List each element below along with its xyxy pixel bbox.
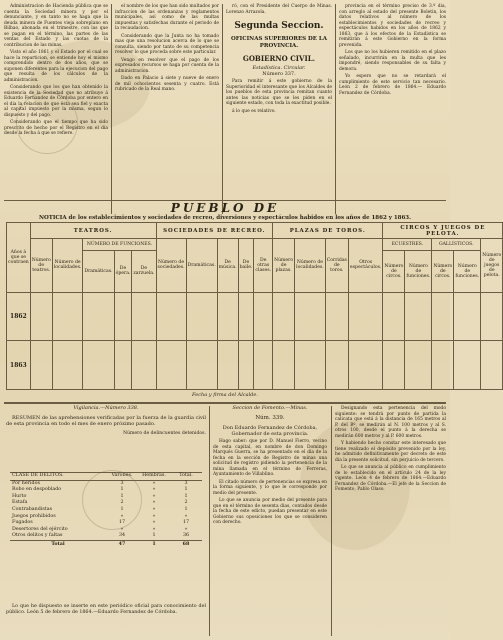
col-header: Corridas de toros. bbox=[325, 239, 348, 292]
crime-value: » bbox=[152, 526, 156, 532]
fomento-paragraph: Lo que se anuncia por medio del presente para que en el término de sesenta dias, contados desde la fecha de este edicto, puedan presentar en este Gobierno sus oposiciones los que se consideren con derecho. bbox=[213, 498, 327, 525]
col-header: De otras clases. bbox=[254, 239, 273, 292]
crime-value: » bbox=[120, 513, 124, 519]
crime-value: 1 bbox=[120, 487, 124, 493]
total-value: 1 bbox=[138, 540, 170, 547]
crime-name: Estafa bbox=[12, 500, 28, 506]
crime-value: 2 bbox=[120, 500, 124, 506]
column-4 bbox=[339, 4, 446, 214]
lower-right-paragraph: Designando esta pertenencia del modo siguiente: se tendrá por punto de partida la calicata que está á la distancia de 165 metros al P. del Bº, se medirán al N. 100 metros y al S. otros 100, desde el punto á la derecha se medirán 600 metros y al P. 600 metros. bbox=[335, 406, 446, 439]
column-rule bbox=[222, 4, 223, 214]
crime-value: » bbox=[152, 506, 156, 512]
col-header: Número de plazas. bbox=[273, 239, 295, 292]
section-title: Segunda Seccion. bbox=[234, 21, 324, 31]
teatros-subheader: NÚMERO DE FUNCIONES. bbox=[83, 239, 156, 251]
detenidos-header: Número de delincuentes detenidos. bbox=[123, 431, 206, 437]
col-header: Número de localidades. bbox=[52, 239, 83, 292]
total-value: 47 bbox=[106, 540, 138, 547]
column-rule bbox=[111, 4, 112, 214]
col-header: Número de juegos de pelota. bbox=[481, 239, 503, 292]
table-row bbox=[10, 494, 202, 501]
table-row-total bbox=[10, 540, 202, 547]
crime-value: » bbox=[152, 520, 156, 526]
col-header: De ópera. bbox=[114, 250, 132, 292]
banner-title: PUEBLO DE bbox=[170, 201, 280, 215]
crime-value: » bbox=[152, 513, 156, 519]
negociado-label: Estadística. Circular. bbox=[252, 65, 306, 71]
crime-value: 2 bbox=[184, 500, 188, 506]
crime-name: Otros delitos y faltas bbox=[12, 533, 63, 539]
year-header: Años á que se contraen bbox=[7, 223, 31, 293]
note-text: Lo que he dispuesto se inserte en este periódico oficial para conocimiento del público. León 5 de febrero de 1864.—Eduardo Fernandez de Córdoba. bbox=[6, 604, 206, 615]
crime-value: 1 bbox=[184, 493, 188, 499]
table-footer: Fecha y firma del Alcalde. bbox=[192, 392, 258, 398]
crimes-table bbox=[10, 472, 202, 548]
lower-right-paragraph: Lo que se anuncia al público en cumplimiento de lo establecido en el artículo 24 de la ley vigente. León 4 de febrero de 1864.—Eduardo Fernandez de Córdoba.—El jefe de la Seccion de Fomento, Pablo Olaso. bbox=[335, 465, 446, 492]
crimes-col-header: Varones. bbox=[106, 473, 138, 481]
col-header: De zarzuela. bbox=[132, 250, 156, 292]
fomento-numero: Núm. 339. bbox=[255, 414, 285, 421]
column-rule bbox=[331, 406, 332, 636]
column-2 bbox=[115, 4, 219, 214]
crime-value: 17 bbox=[118, 520, 126, 526]
resumen-text: RESUMEN de las aprehensiones verificadas por la fuerza de la guardia civil de esta provincia en todo el mes de enero próximo pasado. bbox=[6, 414, 206, 427]
crimes-col-header: Total. bbox=[170, 473, 202, 481]
table-row bbox=[10, 520, 202, 527]
column-1-paragraph: Considerando que los que han obtenido la existencia de la Sociedad que no atribuye á Eduardo Fernandez de Córdoba por entero en el dia la relacion de que ésta sea fiel y exacta al capital impuesto por la misma, segun lo dispuesto y del pago. bbox=[4, 85, 108, 118]
lower-right-paragraph: Y habiendo hecho constar este interesado que tiene realizado el depósito prevenido por la ley, he admitido definitivamente por decreto de este dia la presente solicitud, sin perjuicio de tercero. bbox=[335, 441, 446, 463]
column-rule bbox=[335, 4, 336, 214]
lower-left-intro bbox=[6, 406, 206, 466]
section-rule bbox=[4, 402, 446, 404]
col-header: Número de circos. bbox=[383, 250, 405, 292]
crime-name: Desertores del ejército bbox=[12, 526, 68, 532]
table-row bbox=[7, 341, 503, 390]
table-row bbox=[10, 507, 202, 514]
crime-name: Por heridos bbox=[12, 480, 40, 486]
year-cell: 1862 bbox=[7, 292, 31, 341]
col-header: Dramáticas. bbox=[83, 250, 114, 292]
crime-value: 1 bbox=[120, 506, 124, 512]
group-toros: PLAZAS DE TOROS. bbox=[273, 223, 383, 239]
crimes-col-header: CLASE DE DELITOS. bbox=[10, 473, 106, 481]
table-row bbox=[10, 500, 202, 507]
group-circos: CIRCOS Y JUEGOS DE PELOTA. bbox=[383, 223, 503, 239]
crime-value: » bbox=[152, 487, 156, 493]
offices-heading: OFICINAS SUPERIORES DE LA PROVINCIA. bbox=[230, 36, 328, 49]
column-4-paragraph: Yo espero que no se retardará el cumplimiento de este servicio tan necesario. León 2 de febrero de 1864.— Eduardo Fernandez de Córdoba. bbox=[339, 74, 446, 96]
table-row bbox=[10, 514, 202, 521]
gobierno-heading: GOBIERNO CIVIL. bbox=[242, 54, 316, 63]
col-header: De baile. bbox=[238, 239, 254, 292]
lower-right bbox=[335, 406, 446, 636]
column-2-paragraph: Dado en Palacio á siete y nueve de enero de mil ochocientos sesenta y cuatro. Está rubricado de la Real mano. bbox=[115, 76, 219, 92]
total-label: Total bbox=[10, 540, 106, 547]
table-row bbox=[10, 533, 202, 540]
col-header: Número de funciones. bbox=[454, 250, 481, 292]
lower-middle bbox=[213, 406, 327, 636]
column-rule bbox=[209, 406, 210, 636]
year-cell: 1863 bbox=[7, 341, 31, 390]
crime-value: 1 bbox=[120, 493, 124, 499]
fomento-title: Don Eduardo Fernandez de Córdoba, Gobernador de esta provincia. bbox=[222, 425, 318, 437]
circos-subheader: GALLÍSTICOS. bbox=[432, 239, 481, 251]
column-1 bbox=[4, 4, 108, 214]
column-2-paragraph: el nombre de los que han sido multados por infraccion de las ordenanzas y reglamentos municipales, así como de las multas impuestas y satisfechas durante el periodo de la recaudacion. bbox=[115, 4, 219, 31]
crime-value: 1 bbox=[184, 487, 188, 493]
column-4-paragraph: Los que no los hubieren remitido en el plazo señalado, incurrirán en la multa que les impondré, siendo responsables de su falta y demora. bbox=[339, 50, 446, 72]
group-teatros: TEATROS. bbox=[30, 223, 156, 239]
statistics-table bbox=[6, 222, 503, 390]
crime-value: » bbox=[184, 513, 188, 519]
crime-value: 3 bbox=[184, 480, 188, 486]
col-header: Número de funciones. bbox=[405, 250, 432, 292]
fomento-paragraph: El citado número de pertenencias se expresa en la forma siguiente, y lo que le corresponde por medio del presente. bbox=[213, 479, 327, 496]
crime-value: 17 bbox=[182, 520, 190, 526]
crime-name: Juegos prohibidos bbox=[12, 513, 56, 519]
crime-value: » bbox=[152, 493, 156, 499]
crime-value: 3 bbox=[120, 480, 124, 486]
lower-left-note bbox=[6, 604, 206, 636]
crime-value: » bbox=[152, 500, 156, 506]
crime-value: 36 bbox=[182, 533, 190, 539]
numero-label: Número 337. bbox=[262, 70, 296, 77]
crime-value: 34 bbox=[118, 533, 126, 539]
crime-value: » bbox=[152, 480, 156, 486]
column-2-paragraph: Considerando que la Junta no ha tomado mas que una resolucion acerca de lo que se consulta, siendo por tanto de su competencia resolver lo que proceda sobre este particular. bbox=[115, 33, 219, 55]
column-3-paragraph: Para remitir á este gobierno de la Superioridad el interesante que los Alcaldes de los pueblos de esta provincia remitan cuanto antes las noticias que se les piden en el siguiente estado, con toda la exactitud posible. bbox=[226, 79, 332, 106]
crime-value: » bbox=[120, 526, 124, 532]
column-3-lower: á lo que es relativo. bbox=[232, 108, 276, 114]
col-header: Número de localidades. bbox=[295, 239, 326, 292]
crime-name: Fugados bbox=[12, 520, 33, 526]
col-header: Número de sociedades. bbox=[156, 239, 186, 292]
fomento-header: Seccion de Fomento.—Minas. bbox=[232, 405, 308, 411]
fomento-paragraph: Hago saber: que por D. Manuel Fierro, vecino de esta capital, en nombre de don Domingo Marqués Guerra, se ha presentado en el dia de la fecha en la sección de Registro de minas una solicitud de registro pidiendo la pertenencia de la mina llamada en el término de Ferreras, Ayuntamiento de Villablino. bbox=[213, 439, 327, 477]
column-1-paragraph: Visto el año 1861 y el Estado por el cual se hace la reparticion, se entiende hoy el mismo comprendido dentro de dos años, que se suponen diferentes para la ejecucion del pago que resulta de los cálculos de la administracion. bbox=[4, 50, 108, 83]
crime-name: Contrabandistas bbox=[12, 506, 53, 512]
crime-value: 1 bbox=[184, 506, 188, 512]
column-3 bbox=[226, 4, 332, 214]
banner-subtitle: NOTICIA de los establecimientos y sociedades de recreo, diversiones y espectáculos habidos en los años de 1862 y 1863. bbox=[38, 215, 412, 221]
column-4-paragraph: provincia en el término preciso de 3.º dia, con arreglo al estado del presente Boletin, los datos relativos al número de los establecimientos y sociedades de recreo y espectáculos habidos en los años de 1862 y 1863, que á los efectos de la Estadística se remitirán á este Gobierno en la forma prevenida. bbox=[339, 4, 446, 48]
total-value: 68 bbox=[170, 540, 202, 547]
column-1-paragraph: Administracion de Hacienda pública que se cuenta la Sociedad minera y por el denunciante, y en tanto no se haga que la deuda minera de Fuentes vieja sobreplano en Bilbao, abonada en el trimestre, con las que se pagan en el término, las partes de las ventas del Estado y las cuotas de la contribucion de las minas. bbox=[4, 4, 108, 48]
column-2-paragraph: Vengo en resolver que el pago de los expresados recursos se haga por cuenta de la administracion. bbox=[115, 57, 219, 74]
col-header: Número de circos. bbox=[432, 250, 454, 292]
column-1-paragraph: Considerando que el tiempo que ha sido prescrito de hecho por el Registro en el dia desde la fecha á que se refiere. bbox=[4, 120, 108, 136]
col-header: Dramáticas. bbox=[186, 239, 217, 292]
column-3-top: ró, con el Presidente del Cuerpo de Minas. Lorenzo Arrazola. bbox=[226, 4, 332, 15]
crime-name: Robo en despoblado bbox=[12, 487, 62, 493]
banner bbox=[0, 201, 450, 221]
group-recreo: SOCIEDADES DE RECREO. bbox=[156, 223, 273, 239]
col-header: Otros espectáculos. bbox=[348, 239, 382, 292]
crime-value: 1 bbox=[152, 533, 156, 539]
crime-value: » bbox=[184, 526, 188, 532]
circos-subheader: ECUESTRES. bbox=[383, 239, 432, 251]
table-row bbox=[7, 292, 503, 341]
crimes-col-header: Hembras. bbox=[138, 473, 170, 481]
vigilancia-header: Vigilancia.—Número 338. bbox=[73, 405, 139, 411]
crime-name: Hurto bbox=[12, 493, 27, 499]
col-header: Número de teatros. bbox=[30, 239, 52, 292]
col-header: De música. bbox=[217, 239, 238, 292]
table-row bbox=[10, 487, 202, 494]
